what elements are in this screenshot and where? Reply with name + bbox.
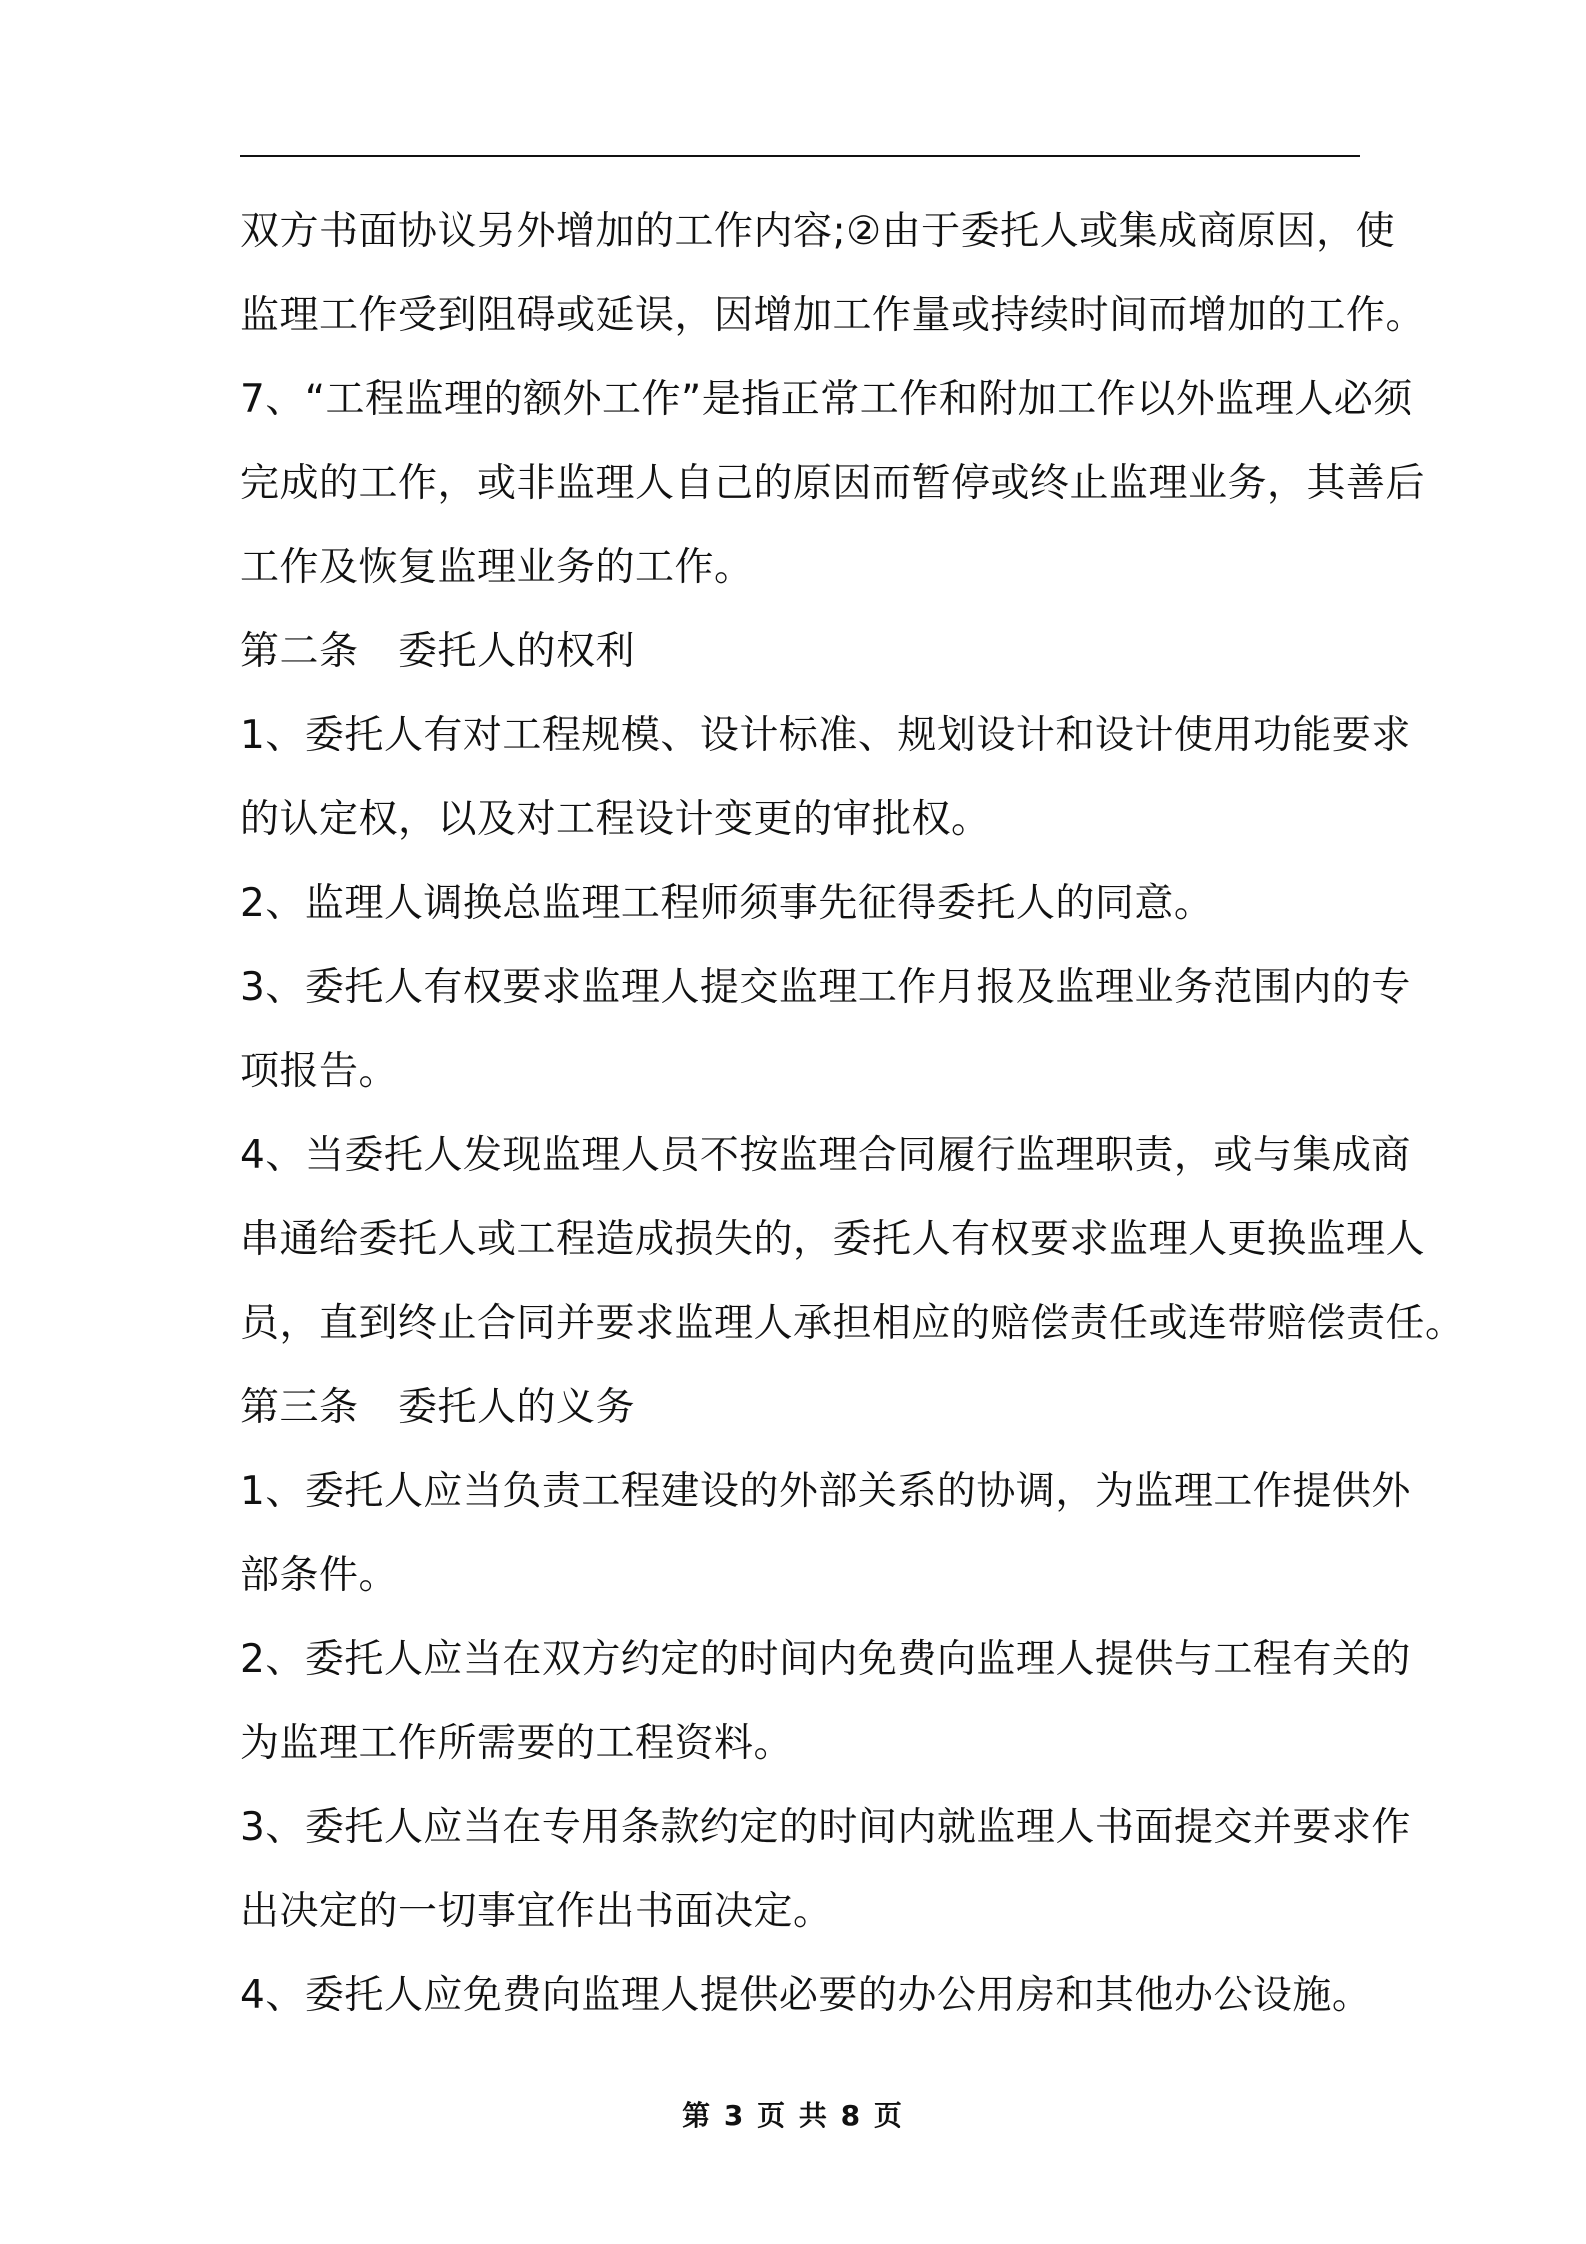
text-line: 部条件。 — [240, 1553, 399, 1598]
section-heading: 第二条 委托人的权利 — [240, 629, 636, 674]
text-line: 出决定的一切事宜作出书面决定。 — [240, 1889, 833, 1934]
document-body — [240, 190, 1465, 2038]
text-line: 串通给委托人或工程造成损失的，委托人有权要求监理人更换监理人 — [240, 1217, 1426, 1262]
text-line: 4、当委托人发现监理人员不按监理合同履行监理职责，或与集成商 — [240, 1133, 1411, 1178]
text-line: 1、委托人有对工程规模、设计标准、规划设计和设计使用功能要求 — [240, 713, 1411, 758]
section-heading: 第三条 委托人的义务 — [240, 1385, 636, 1430]
header-rule — [240, 155, 1360, 157]
page-number-footer: 第 3 页 共 8 页 — [682, 2099, 904, 2132]
text-line: 项报告。 — [240, 1049, 399, 1094]
text-line: 3、委托人有权要求监理人提交监理工作月报及监理业务范围内的专 — [240, 965, 1411, 1010]
text-line: 双方书面协议另外增加的工作内容;②由于委托人或集成商原因，使 — [240, 209, 1396, 254]
text-line: 4、委托人应免费向监理人提供必要的办公用房和其他办公设施。 — [240, 1973, 1372, 2018]
text-line: 监理工作受到阻碍或延误，因增加工作量或持续时间而增加的工作。 — [240, 293, 1426, 338]
text-line: 的认定权，以及对工程设计变更的审批权。 — [240, 797, 991, 842]
text-line: 为监理工作所需要的工程资料。 — [240, 1721, 794, 1766]
text-line: 7、“工程监理的额外工作”是指正常工作和附加工作以外监理人必须 — [240, 377, 1413, 422]
text-line: 1、委托人应当负责工程建设的外部关系的协调，为监理工作提供外 — [240, 1469, 1411, 1514]
text-line: 2、委托人应当在双方约定的时间内免费向监理人提供与工程有关的 — [240, 1637, 1411, 1682]
text-line: 2、监理人调换总监理工程师须事先征得委托人的同意。 — [240, 881, 1214, 926]
text-line: 工作及恢复监理业务的工作。 — [240, 545, 754, 590]
text-line: 员，直到终止合同并要求监理人承担相应的赔偿责任或连带赔偿责任。 — [240, 1301, 1465, 1346]
text-line: 3、委托人应当在专用条款约定的时间内就监理人书面提交并要求作 — [240, 1805, 1411, 1850]
text-line: 完成的工作，或非监理人自己的原因而暂停或终止监理业务，其善后 — [240, 461, 1426, 506]
